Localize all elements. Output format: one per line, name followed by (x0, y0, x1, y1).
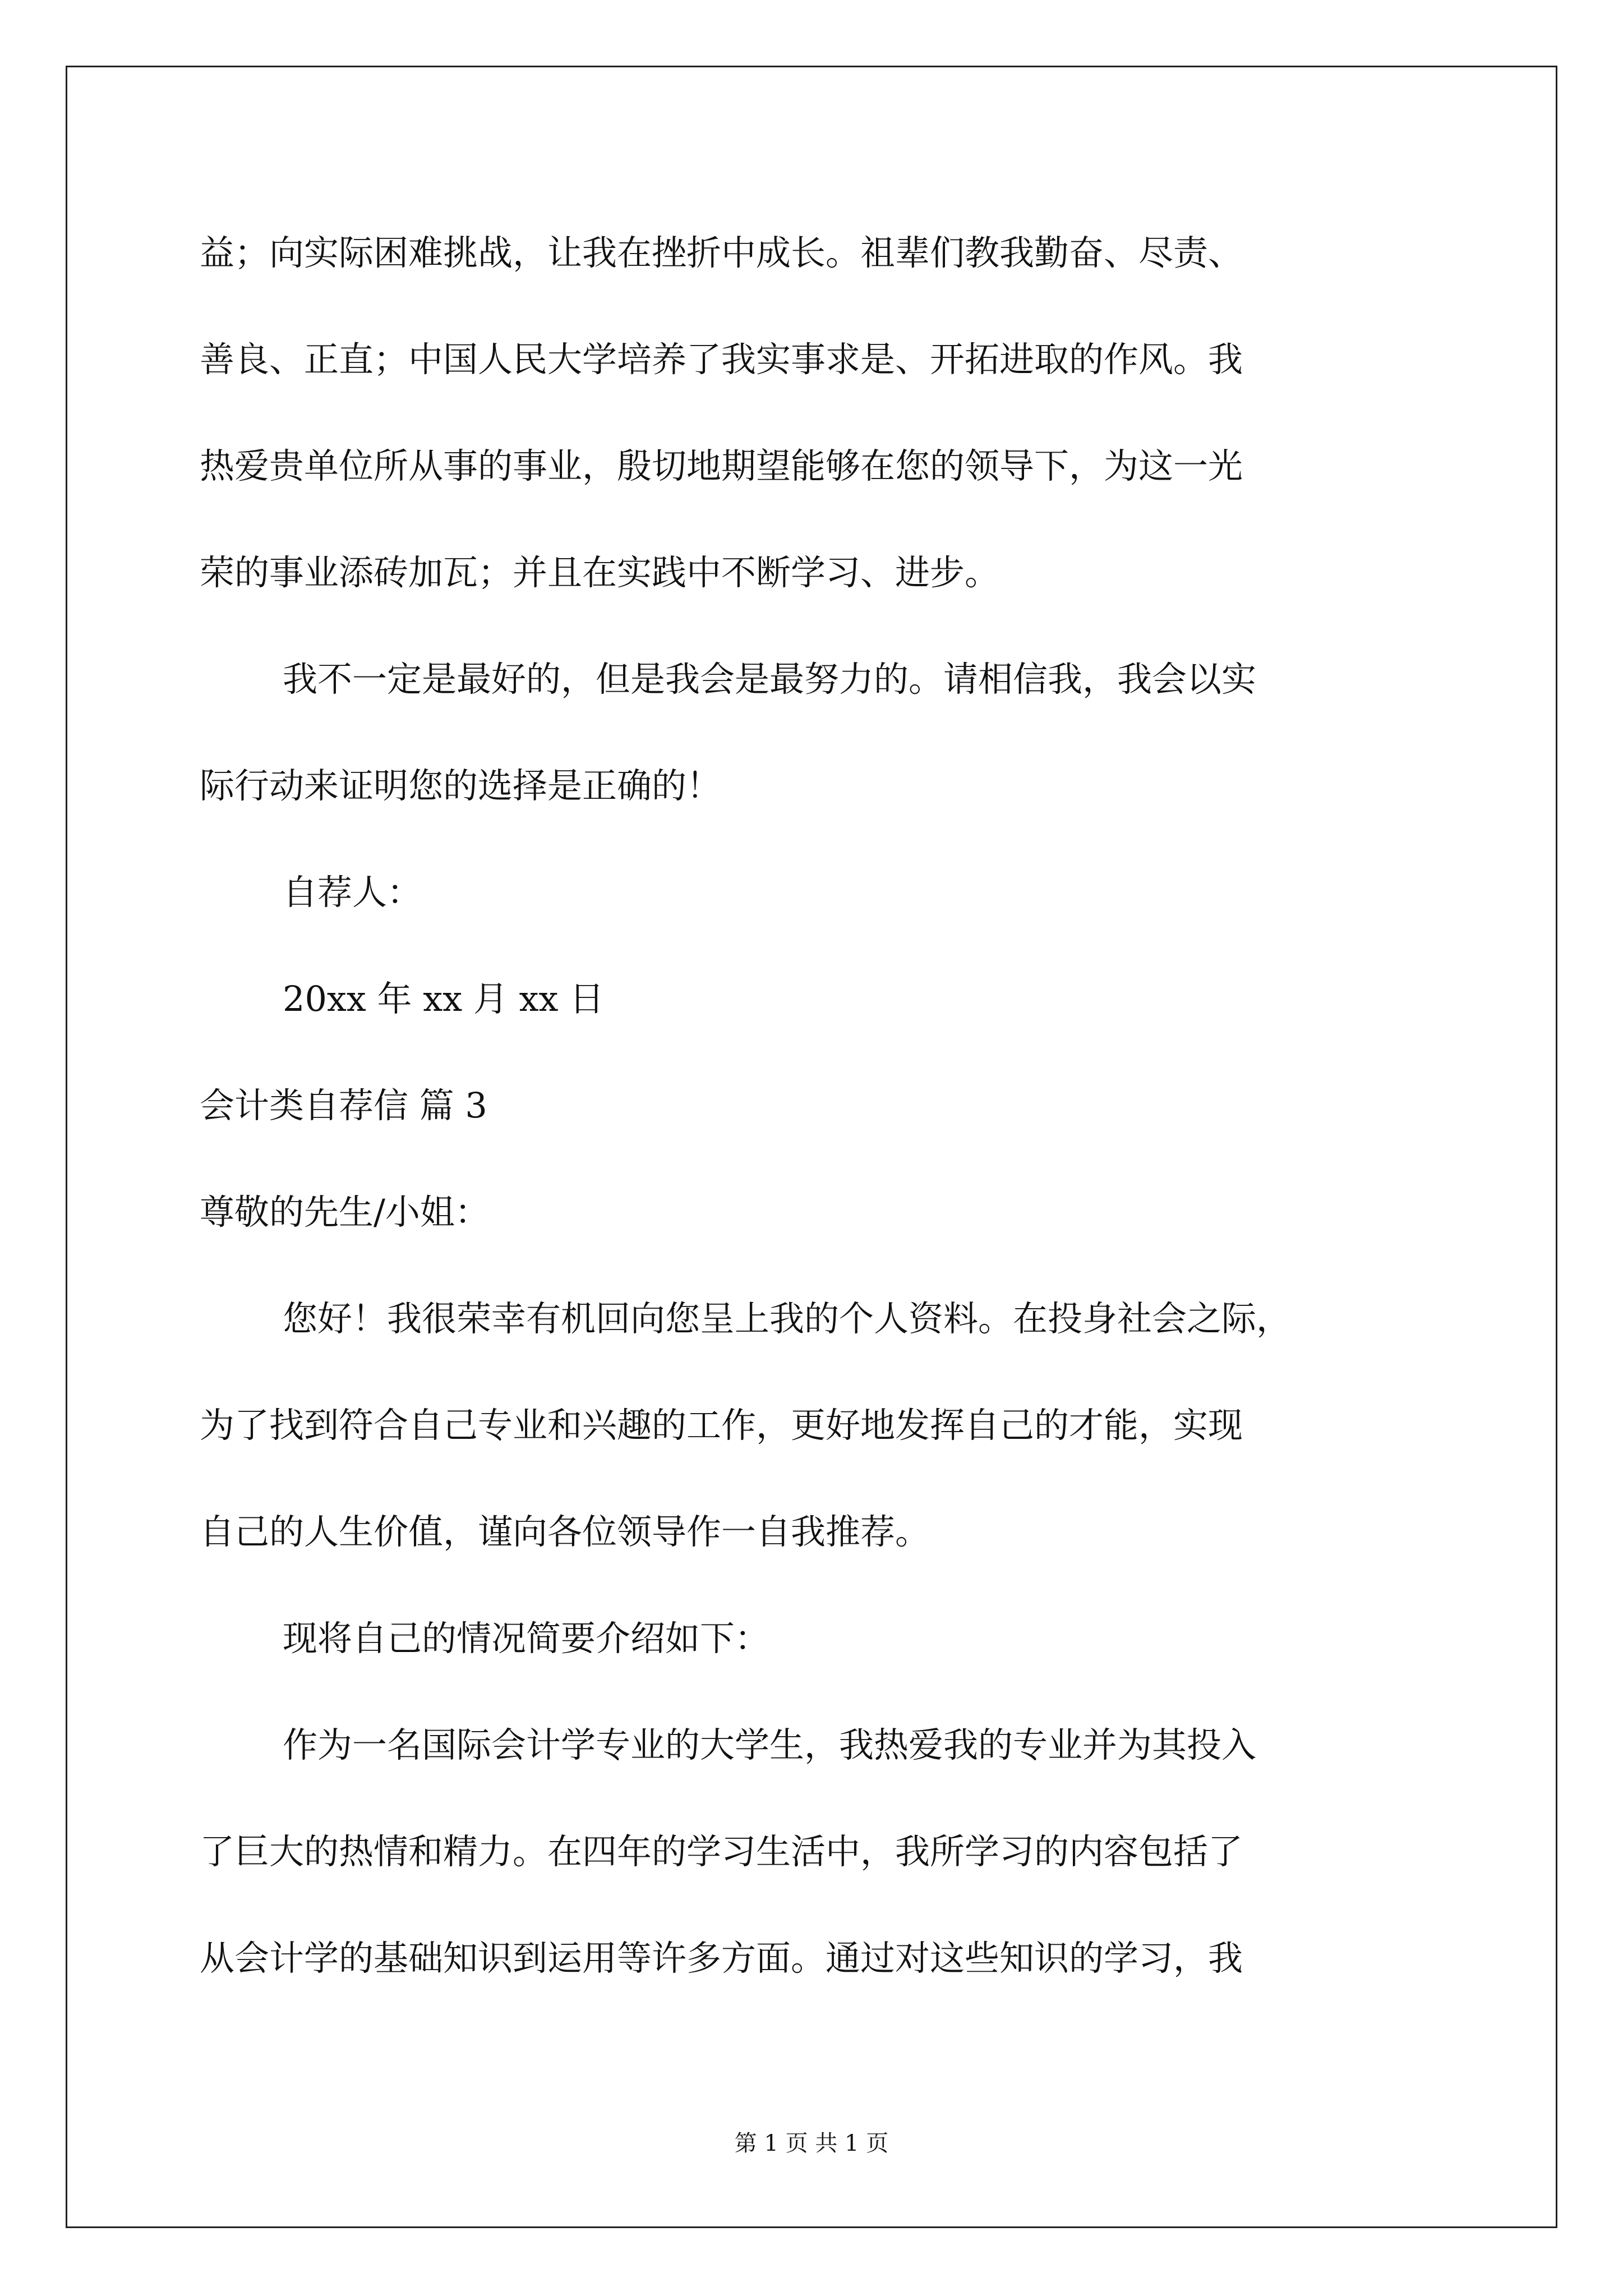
text-line-2: 善良、正直；中国人民大学培养了我实事求是、开拓进取的作风。我 (200, 339, 1243, 380)
text-line-4: 荣的事业添砖加瓦；并且在实践中不断学习、进步。 (200, 552, 1000, 593)
signer-label: 自荐人： (283, 872, 422, 913)
text-line-15: 作为一名国际会计学专业的大学生，我热爱我的专业并为其投入 (283, 1724, 1257, 1765)
text-line-5: 我不一定是最好的，但是我会是最努力的。请相信我，我会以实 (283, 659, 1257, 700)
text-line-1: 益；向实际困难挑战，让我在挫折中成长。祖辈们教我勤奋、尽责、 (200, 232, 1243, 273)
salutation: 尊敬的先生/小姐： (200, 1191, 490, 1232)
text-line-6: 际行动来证明您的选择是正确的！ (200, 765, 722, 806)
text-line-12: 为了找到符合自己专业和兴趣的工作，更好地发挥自己的才能，实现 (200, 1405, 1243, 1446)
text-line-13: 自己的人生价值，谨向各位领导作一自我推荐。 (200, 1511, 930, 1552)
page-border (66, 66, 1557, 2228)
text-line-11: 您好！我很荣幸有机回向您呈上我的个人资料。在投身社会之际， (283, 1298, 1292, 1339)
text-line-17: 从会计学的基础知识到运用等许多方面。通过对这些知识的学习，我 (200, 1938, 1243, 1978)
text-line-16: 了巨大的热情和精力。在四年的学习生活中，我所学习的内容包括了 (200, 1831, 1243, 1872)
text-line-14: 现将自己的情况简要介绍如下： (283, 1618, 770, 1659)
page-footer: 第 1 页 共 1 页 (734, 2131, 889, 2156)
text-line-3: 热爱贵单位所从事的事业，殷切地期望能够在您的领导下，为这一光 (200, 445, 1243, 486)
date-line: 20xx 年 xx 月 xx 日 (283, 978, 605, 1019)
section-heading: 会计类自荐信 篇 3 (200, 1085, 487, 1126)
